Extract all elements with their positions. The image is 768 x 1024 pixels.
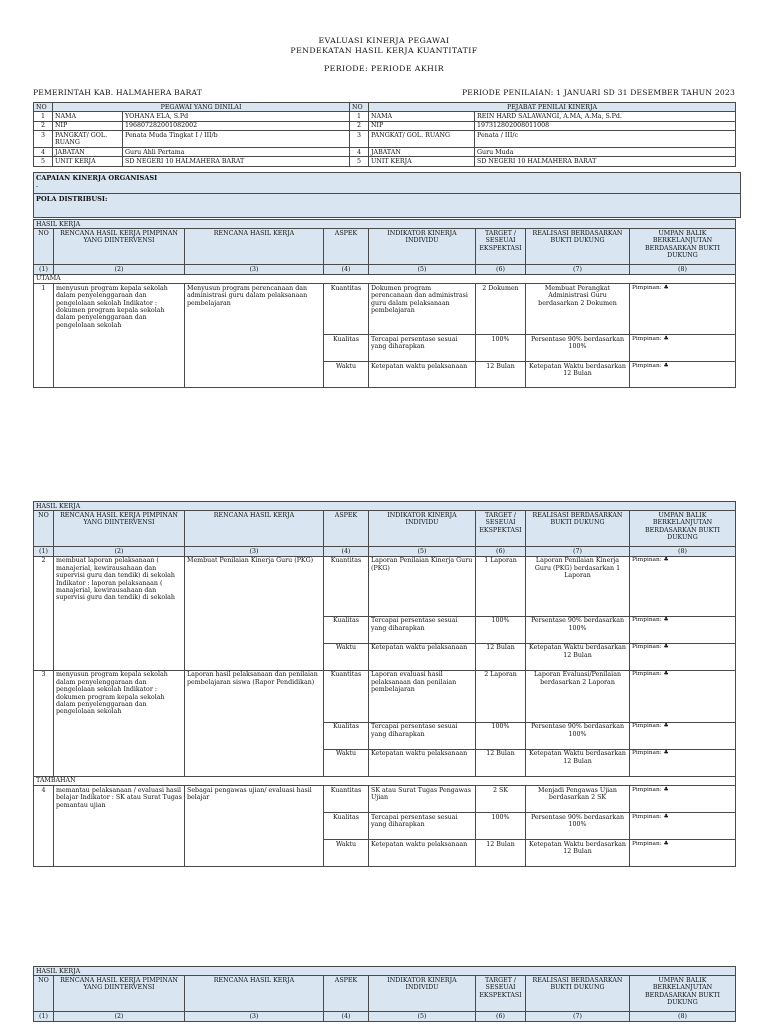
- id-value-left: 196807282001082002: [123, 121, 350, 130]
- row-indikator: Ketepatan waktu pelaksanaan: [369, 362, 476, 388]
- id-value-left: Guru Ahli Pertama: [123, 148, 350, 157]
- capaian-box: [33, 172, 741, 195]
- row-realisasi: Laporan Penilaian Kinerja Guru (PKG) berdasarkan 1 Laporan: [526, 556, 630, 616]
- capaian-value: -: [36, 182, 39, 190]
- hasil-kerja-table-1: [33, 219, 736, 388]
- row-realisasi: Laporan Evaluasi/Penilaian berdasarkan 2 Laporan: [526, 670, 630, 722]
- row-no: 3: [34, 670, 54, 776]
- row-aspek: Kualitas: [324, 722, 369, 749]
- col-number: (5): [369, 1012, 476, 1021]
- col-aspek: ASPEK: [324, 229, 369, 265]
- col-pimpinan: RENCANA HASIL KERJA PIMPINAN YANG DIINTERVENSI: [54, 229, 185, 265]
- row-realisasi: Persentase 90% berdasarkan 100%: [526, 722, 630, 749]
- id-value-left: Penata Muda Tingkat I / III/b: [123, 131, 350, 148]
- row-umpan-balik: Pimpinan: ♣: [630, 616, 736, 643]
- row-aspek: Kualitas: [324, 335, 369, 362]
- row-indikator: Ketepatan waktu pelaksanaan: [369, 840, 476, 867]
- row-target: 12 Bulan: [476, 749, 526, 776]
- row-realisasi: Membuat Perangkat Administrasi Guru berdasarkan 2 Dokumen: [526, 284, 630, 335]
- id-label: UNIT KERJA: [53, 157, 123, 166]
- row-realisasi: Ketepatan Waktu berdasarkan 12 Bulan: [526, 362, 630, 388]
- col-number: (3): [185, 1012, 324, 1021]
- row-indikator: Ketepatan waktu pelaksanaan: [369, 643, 476, 670]
- id-no: 4: [350, 148, 369, 157]
- id-label: JABATAN: [369, 148, 475, 157]
- id-left-title: PEGAWAI YANG DINILAI: [53, 103, 350, 112]
- row-indikator: Tercapai persentase sesuai yang diharapkan: [369, 335, 476, 362]
- pola-label: POLA DISTRIBUSI:: [36, 195, 108, 203]
- col-number: (5): [369, 265, 476, 274]
- row-realisasi: Persentase 90% berdasarkan 100%: [526, 813, 630, 840]
- id-value-left: YOHANA ELA, S.Pd: [123, 112, 350, 121]
- row-umpan-balik: Pimpinan: ♣: [630, 362, 736, 388]
- id-label: UNIT KERJA: [369, 157, 475, 166]
- col-number: (6): [476, 265, 526, 274]
- id-no: 1: [350, 112, 369, 121]
- row-target: 100%: [476, 722, 526, 749]
- col-number: (4): [324, 547, 369, 556]
- col-number: (1): [34, 547, 54, 556]
- col-number: (6): [476, 1012, 526, 1021]
- col-indikator: INDIKATOR KINERJA INDIVIDU: [369, 229, 476, 265]
- row-aspek: Waktu: [324, 643, 369, 670]
- pola-box: [33, 193, 741, 218]
- row-aspek: Waktu: [324, 749, 369, 776]
- identity-row: [34, 112, 736, 121]
- row-indikator: Dokumen program perencanaan dan administrasi guru dalam pelaksanaan pembelajaran: [369, 284, 476, 335]
- header-meta: [33, 88, 735, 97]
- category-tambahan: TAMBAHAN: [34, 776, 736, 785]
- row-target: 2 Laporan: [476, 670, 526, 722]
- row-umpan-balik: Pimpinan: ♣: [630, 556, 736, 616]
- row-target: 12 Bulan: [476, 362, 526, 388]
- row-umpan-balik: Pimpinan: ♣: [630, 670, 736, 722]
- id-label: NIP: [53, 121, 123, 130]
- id-no: 5: [350, 157, 369, 166]
- col-number: (6): [476, 547, 526, 556]
- col-realisasi: REALISASI BERDASARKAN BUKTI DUKUNG: [526, 976, 630, 1012]
- id-no: 3: [350, 131, 369, 148]
- identity-row: [34, 148, 736, 157]
- document-title: [33, 36, 735, 74]
- row-indikator: Tercapai persentase sesuai yang diharapkan: [369, 813, 476, 840]
- col-number: (4): [324, 265, 369, 274]
- row-umpan-balik: Pimpinan: ♣: [630, 749, 736, 776]
- id-label: NIP: [369, 121, 475, 130]
- row-target: 2 Dokumen: [476, 284, 526, 335]
- row-aspek: Kuantitas: [324, 556, 369, 616]
- col-pimpinan: RENCANA HASIL KERJA PIMPINAN YANG DIINTERVENSI: [54, 511, 185, 547]
- title-line-1: EVALUASI KINERJA PEGAWAI: [318, 36, 450, 45]
- hasil-kerja-table-3: [33, 966, 736, 1022]
- row-realisasi: Ketepatan Waktu berdasarkan 12 Bulan: [526, 840, 630, 867]
- col-indikator: INDIKATOR KINERJA INDIVIDU: [369, 511, 476, 547]
- id-label: NAMA: [369, 112, 475, 121]
- col-rencana: RENCANA HASIL KERJA: [185, 511, 324, 547]
- row-rencana: Laporan hasil pelaksanaan dan penilaian pembelajaran siswa (Rapor Pendidikan): [185, 670, 324, 776]
- row-realisasi: Persentase 90% berdasarkan 100%: [526, 335, 630, 362]
- identity-row: [34, 157, 736, 166]
- table-row: [34, 786, 736, 813]
- row-target: 12 Bulan: [476, 840, 526, 867]
- row-aspek: Kualitas: [324, 813, 369, 840]
- col-number: (5): [369, 547, 476, 556]
- row-pimpinan: menyusun program kepala sekolah dalam penyelenggaraan dan pengelolaan sekolah Indikator : dokumen program kepala sekolah dalam penyelenggaraan dan pengelolaan sekolah: [54, 670, 185, 776]
- col-number: (7): [526, 1012, 630, 1021]
- row-aspek: Kualitas: [324, 616, 369, 643]
- id-no: 2: [34, 121, 53, 130]
- col-aspek: ASPEK: [324, 976, 369, 1012]
- title-line-3: PERIODE: PERIODE AKHIR: [323, 64, 445, 73]
- col-aspek: ASPEK: [324, 511, 369, 547]
- id-label: NAMA: [53, 112, 123, 121]
- row-target: 100%: [476, 813, 526, 840]
- row-target: 1 Laporan: [476, 556, 526, 616]
- row-target: 2 SK: [476, 786, 526, 813]
- id-right-title: PEJABAT PENILAI KINERJA: [369, 103, 736, 112]
- col-number: (1): [34, 265, 54, 274]
- col-target: TARGET / SESEUAI EKSPEKTASI: [476, 229, 526, 265]
- row-umpan-balik: Pimpinan: ♣: [630, 643, 736, 670]
- col-number: (8): [630, 265, 736, 274]
- col-target: TARGET / SESEUAI EKSPEKTASI: [476, 976, 526, 1012]
- id-value-right: Penata / III/c: [475, 131, 736, 148]
- row-pimpinan: membuat laporan pelaksanaan ( manajerial, kewirausahaan dan supervisi guru dan tendik) di sekolah Indikator : laporan pelaksanaan ( manajerial, kewirausahaan dan supervisi guru dan tendik) di sekolah: [54, 556, 185, 670]
- col-no: NO: [34, 511, 54, 547]
- col-number: (3): [185, 547, 324, 556]
- id-value-right: SD NEGERI 10 HALMAHERA BARAT: [475, 157, 736, 166]
- row-realisasi: Ketepatan Waktu berdasarkan 12 Bulan: [526, 643, 630, 670]
- id-value-right: Guru Muda: [475, 148, 736, 157]
- row-indikator: Ketepatan waktu pelaksanaan: [369, 749, 476, 776]
- row-target: 100%: [476, 335, 526, 362]
- row-realisasi: Menjadi Pengawas Ujian berdasarkan 2 SK: [526, 786, 630, 813]
- row-no: 2: [34, 556, 54, 670]
- row-indikator: SK atau Surat Tugas Pengawas Ujian: [369, 786, 476, 813]
- col-rencana: RENCANA HASIL KERJA: [185, 229, 324, 265]
- table-row: [34, 284, 736, 335]
- col-target: TARGET / SESEUAI EKSPEKTASI: [476, 511, 526, 547]
- row-umpan-balik: Pimpinan: ♣: [630, 284, 736, 335]
- id-value-left: SD NEGERI 10 HALMAHERA BARAT: [123, 157, 350, 166]
- col-umpan-balik: UMPAN BALIK BERKELANJUTAN BERDASARKAN BUKTI DUKUNG: [630, 229, 736, 265]
- col-number: (2): [54, 1012, 185, 1021]
- row-realisasi: Persentase 90% berdasarkan 100%: [526, 616, 630, 643]
- col-no: NO: [34, 229, 54, 265]
- id-value-right: REIN HARD SALAWANGI, A.MA, A.Ma, S.Pd.: [475, 112, 736, 121]
- id-label: PANGKAT/ GOL. RUANG: [53, 131, 123, 148]
- id-col-no: NO: [34, 103, 53, 112]
- row-umpan-balik: Pimpinan: ♣: [630, 786, 736, 813]
- row-umpan-balik: Pimpinan: ♣: [630, 722, 736, 749]
- id-no: 5: [34, 157, 53, 166]
- identity-row: [34, 121, 736, 130]
- title-line-2: PENDEKATAN HASIL KERJA KUANTITATIF: [290, 46, 478, 55]
- col-number: (7): [526, 265, 630, 274]
- col-number: (2): [54, 547, 185, 556]
- row-no: 4: [34, 786, 54, 867]
- col-number: (1): [34, 1012, 54, 1021]
- row-rencana: Menyusun program perencanaan dan administrasi guru dalam pelaksanaan pembelajaran: [185, 284, 324, 388]
- row-indikator: Laporan Penilaian Kinerja Guru (PKG): [369, 556, 476, 616]
- col-number: (8): [630, 1012, 736, 1021]
- section-label: HASIL KERJA: [34, 967, 736, 976]
- id-label: JABATAN: [53, 148, 123, 157]
- row-indikator: Laporan evaluasi hasil pelaksanaan dan penilaian pembelajaran: [369, 670, 476, 722]
- col-indikator: INDIKATOR KINERJA INDIVIDU: [369, 976, 476, 1012]
- row-umpan-balik: Pimpinan: ♣: [630, 813, 736, 840]
- col-number: (7): [526, 547, 630, 556]
- id-label: PANGKAT/ GOL. RUANG: [369, 131, 475, 148]
- col-umpan-balik: UMPAN BALIK BERKELANJUTAN BERDASARKAN BUKTI DUKUNG: [630, 976, 736, 1012]
- assessment-period: PERIODE PENILAIAN: 1 JANUARI SD 31 DESEMBER TAHUN 2023: [461, 88, 735, 97]
- row-indikator: Tercapai persentase sesuai yang diharapkan: [369, 722, 476, 749]
- row-realisasi: Ketepatan Waktu berdasarkan 12 Bulan: [526, 749, 630, 776]
- category-utama: UTAMA: [34, 274, 736, 283]
- row-aspek: Kuantitas: [324, 284, 369, 335]
- row-rencana: Sebagai pengawas ujian/ evaluasi hasil belajar: [185, 786, 324, 867]
- col-pimpinan: RENCANA HASIL KERJA PIMPINAN YANG DIINTERVENSI: [54, 976, 185, 1012]
- row-rencana: Membuat Penilaian Kinerja Guru (PKG): [185, 556, 324, 670]
- col-number: (2): [54, 265, 185, 274]
- hasil-kerja-table-2: [33, 501, 736, 867]
- col-number: (8): [630, 547, 736, 556]
- section-label: HASIL KERJA: [34, 220, 736, 229]
- col-realisasi: REALISASI BERDASARKAN BUKTI DUKUNG: [526, 229, 630, 265]
- col-number: (4): [324, 1012, 369, 1021]
- col-umpan-balik: UMPAN BALIK BERKELANJUTAN BERDASARKAN BUKTI DUKUNG: [630, 511, 736, 547]
- row-target: 100%: [476, 616, 526, 643]
- id-col-no-right: NO: [350, 103, 369, 112]
- row-pimpinan: memantau pelaksanaan / evaluasi hasil belajar Indikator : SK atau Surat Tugas pemantau ujian: [54, 786, 185, 867]
- row-umpan-balik: Pimpinan: ♣: [630, 840, 736, 867]
- identity-row: [34, 131, 736, 148]
- row-aspek: Waktu: [324, 362, 369, 388]
- section-label: HASIL KERJA: [34, 502, 736, 511]
- col-realisasi: REALISASI BERDASARKAN BUKTI DUKUNG: [526, 511, 630, 547]
- row-aspek: Waktu: [324, 840, 369, 867]
- identity-table: [33, 102, 736, 167]
- institution-name: PEMERINTAH KAB. HALMAHERA BARAT: [33, 88, 203, 97]
- col-rencana: RENCANA HASIL KERJA: [185, 976, 324, 1012]
- row-indikator: Tercapai persentase sesuai yang diharapkan: [369, 616, 476, 643]
- col-no: NO: [34, 976, 54, 1012]
- table-row: [34, 670, 736, 722]
- table-row: [34, 556, 736, 616]
- col-number: (3): [185, 265, 324, 274]
- row-no: 1: [34, 284, 54, 388]
- row-target: 12 Bulan: [476, 643, 526, 670]
- row-aspek: Kuantitas: [324, 786, 369, 813]
- row-pimpinan: menyusun program kepala sekolah dalam penyelenggaraan dan pengelolaan sekolah Indikator : dokumen program kepala sekolah dalam penyelenggaraan dan pengelolaan sekolah: [54, 284, 185, 388]
- id-no: 3: [34, 131, 53, 148]
- id-no: 2: [350, 121, 369, 130]
- id-no: 1: [34, 112, 53, 121]
- capaian-label: CAPAIAN KINERJA ORGANISASI: [36, 174, 158, 182]
- id-value-right: 197312802008011008: [475, 121, 736, 130]
- id-no: 4: [34, 148, 53, 157]
- row-umpan-balik: Pimpinan: ♣: [630, 335, 736, 362]
- row-aspek: Kuantitas: [324, 670, 369, 722]
